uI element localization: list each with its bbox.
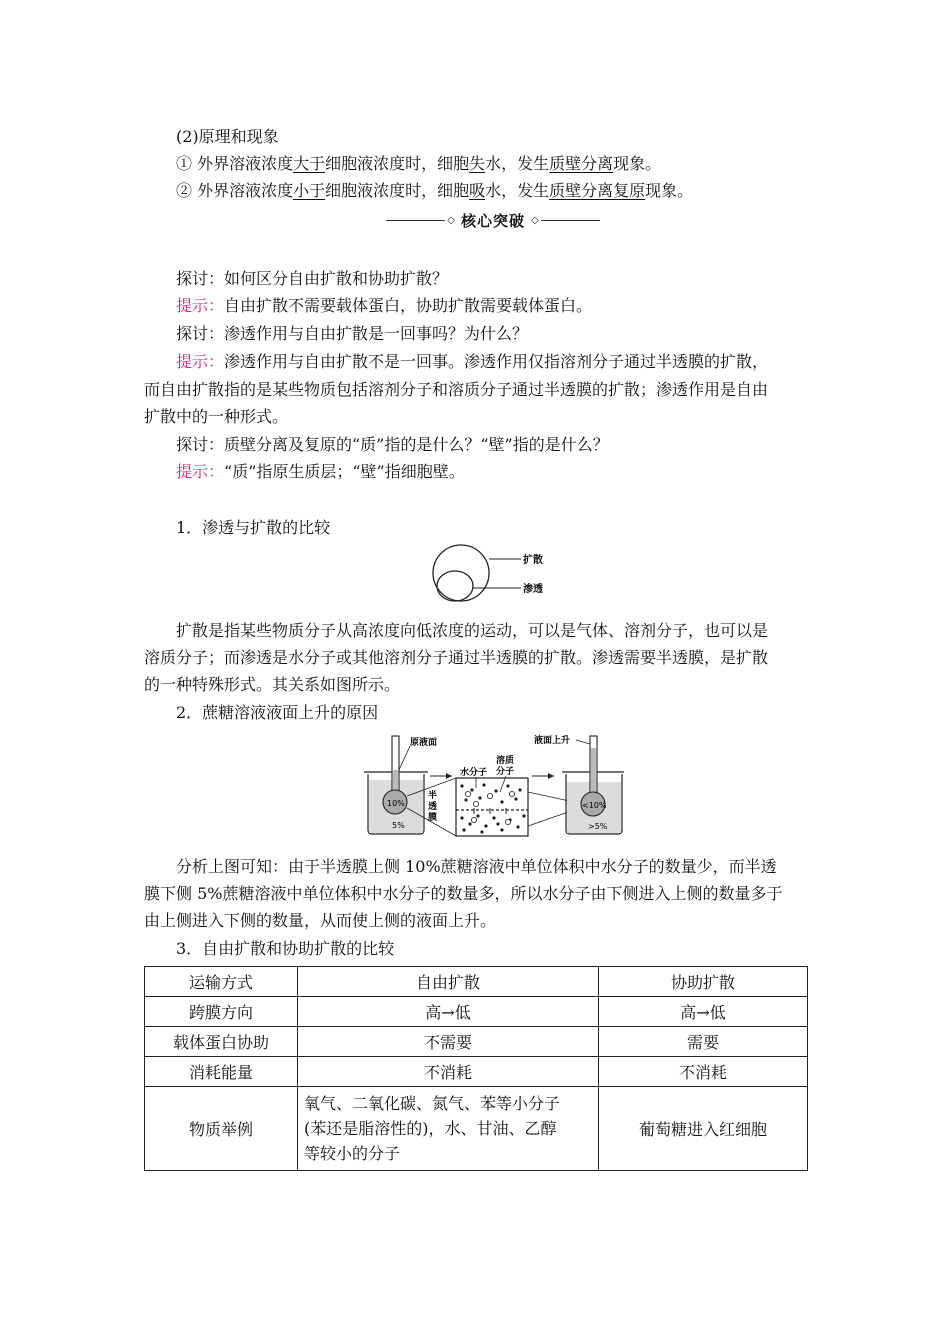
sucrose-osmosis-diagram (360, 730, 624, 838)
diamond-icon: ◇ (531, 214, 539, 226)
table-cell: 高→低 (298, 997, 599, 1027)
principle-item-1: ① 外界溶液浓度大于细胞液浓度时，细胞失水，发生质壁分离现象。 (176, 154, 662, 173)
table-cell: 跨膜方向 (145, 997, 298, 1027)
hint-label: 提示： (176, 462, 225, 481)
table-cell: 物质举例 (145, 1087, 298, 1171)
table-row (145, 997, 808, 1027)
right-outer-concentration: >5% (588, 822, 608, 831)
section-1-para: 扩散是指某些物质分子从高浓度向低浓度的运动，可以是气体、溶剂分子，也可以是 (176, 621, 769, 640)
table-cell: 高→低 (599, 997, 808, 1027)
comparison-table (144, 966, 808, 1171)
question-1: 探讨：如何区分自由扩散和协助扩散？ (176, 269, 449, 288)
section-2-para: 膜下侧 5%蔗糖溶液中单位体积中水分子的数量多，所以水分子由下侧进入上侧的数量多于 (144, 884, 783, 903)
membrane-label-3: 膜 (428, 813, 438, 823)
table-header-cell: 自由扩散 (298, 967, 599, 997)
banner-title: 核心突破 (461, 211, 526, 230)
diffusion-osmosis-diagram (425, 542, 565, 604)
table-cell: 不需要 (298, 1027, 599, 1057)
section-3-title: 3．自由扩散和协助扩散的比较 (176, 939, 395, 958)
original-level-label: 原液面 (410, 738, 438, 748)
osmosis-circle (437, 571, 473, 601)
membrane-label-2: 透 (428, 802, 438, 812)
example-line: 氧气、二氧化碳、氮气、苯等小分子 (304, 1094, 561, 1113)
table-header-cell: 运输方式 (145, 967, 298, 997)
hint-label: 提示： (176, 296, 225, 315)
left-inner-concentration: 10% (387, 799, 405, 808)
question-3: 探讨：质壁分离及复原的“质”指的是什么？“壁”指的是什么？ (176, 435, 609, 454)
answer-2-cont: 扩散中的一种形式。 (144, 407, 289, 426)
hint-label: 提示： (176, 352, 225, 371)
section-1-title: 1．渗透与扩散的比较 (176, 518, 331, 537)
answer-3: 提示：“质”指原生质层；“壁”指细胞壁。 (176, 462, 465, 481)
principle-heading: (2)原理和现象 (176, 127, 279, 146)
table-row (145, 1087, 808, 1171)
table-row (145, 1057, 808, 1087)
level-rise-label: 液面上升 (534, 736, 571, 746)
table-header-row (145, 967, 808, 997)
solute-label-2: 分子 (496, 767, 515, 777)
right-inner-concentration: <10% (582, 801, 607, 810)
table-row (145, 1027, 808, 1057)
diffusion-circle (433, 545, 489, 601)
section-2-para: 分析上图可知：由于半透膜上侧 10%蔗糖溶液中单位体积中水分子的数量少，而半透 (176, 857, 777, 876)
table-cell: 需要 (599, 1027, 808, 1057)
table-cell: 消耗能量 (145, 1057, 298, 1087)
table-cell: 载体蛋白协助 (145, 1027, 298, 1057)
water-molecule-label: 水分子 (460, 768, 488, 778)
section-2-para: 由上侧进入下侧的数量，从而使上侧的液面上升。 (144, 911, 497, 930)
example-line: (苯还是脂溶性的)，水、甘油、乙醇 (304, 1119, 557, 1138)
table-header-cell: 协助扩散 (599, 967, 808, 997)
question-2: 探讨：渗透作用与自由扩散是一回事吗？为什么？ (176, 324, 529, 343)
principle-item-2: ② 外界溶液浓度小于细胞液浓度时，细胞吸水，发生质壁分离复原现象。 (176, 181, 694, 200)
answer-2-cont: 而自由扩散指的是某些物质包括溶剂分子和溶质分子通过半透膜的扩散；渗透作用是自由 (144, 380, 769, 399)
table-cell: 葡萄糖进入红细胞 (599, 1087, 808, 1171)
section-1-para: 溶质分子；而渗透是水分子或其他溶剂分子通过半透膜的扩散。渗透需要半透膜，是扩散 (144, 648, 769, 667)
table-cell: 不消耗 (298, 1057, 599, 1087)
diffusion-label: 扩散 (523, 555, 543, 566)
table-cell-examples (298, 1087, 599, 1171)
diamond-icon: ◇ (447, 214, 455, 226)
osmosis-label: 渗透 (523, 584, 543, 595)
left-outer-concentration: 5% (392, 821, 405, 830)
answer-2: 提示：渗透作用与自由扩散不是一回事。渗透作用仅指溶剂分子通过半透膜的扩散， (176, 352, 769, 371)
example-line: 等较小的分子 (304, 1144, 401, 1163)
table-cell: 不消耗 (599, 1057, 808, 1087)
membrane-label-1: 半 (428, 791, 438, 801)
section-1-para: 的一种特殊形式。其关系如图所示。 (144, 675, 401, 694)
core-breakthrough-banner (386, 208, 600, 232)
answer-1: 提示：自由扩散不需要载体蛋白，协助扩散需要载体蛋白。 (176, 296, 593, 315)
solute-label-1: 溶质 (496, 756, 515, 766)
section-2-title: 2．蔗糖溶液液面上升的原因 (176, 703, 379, 722)
